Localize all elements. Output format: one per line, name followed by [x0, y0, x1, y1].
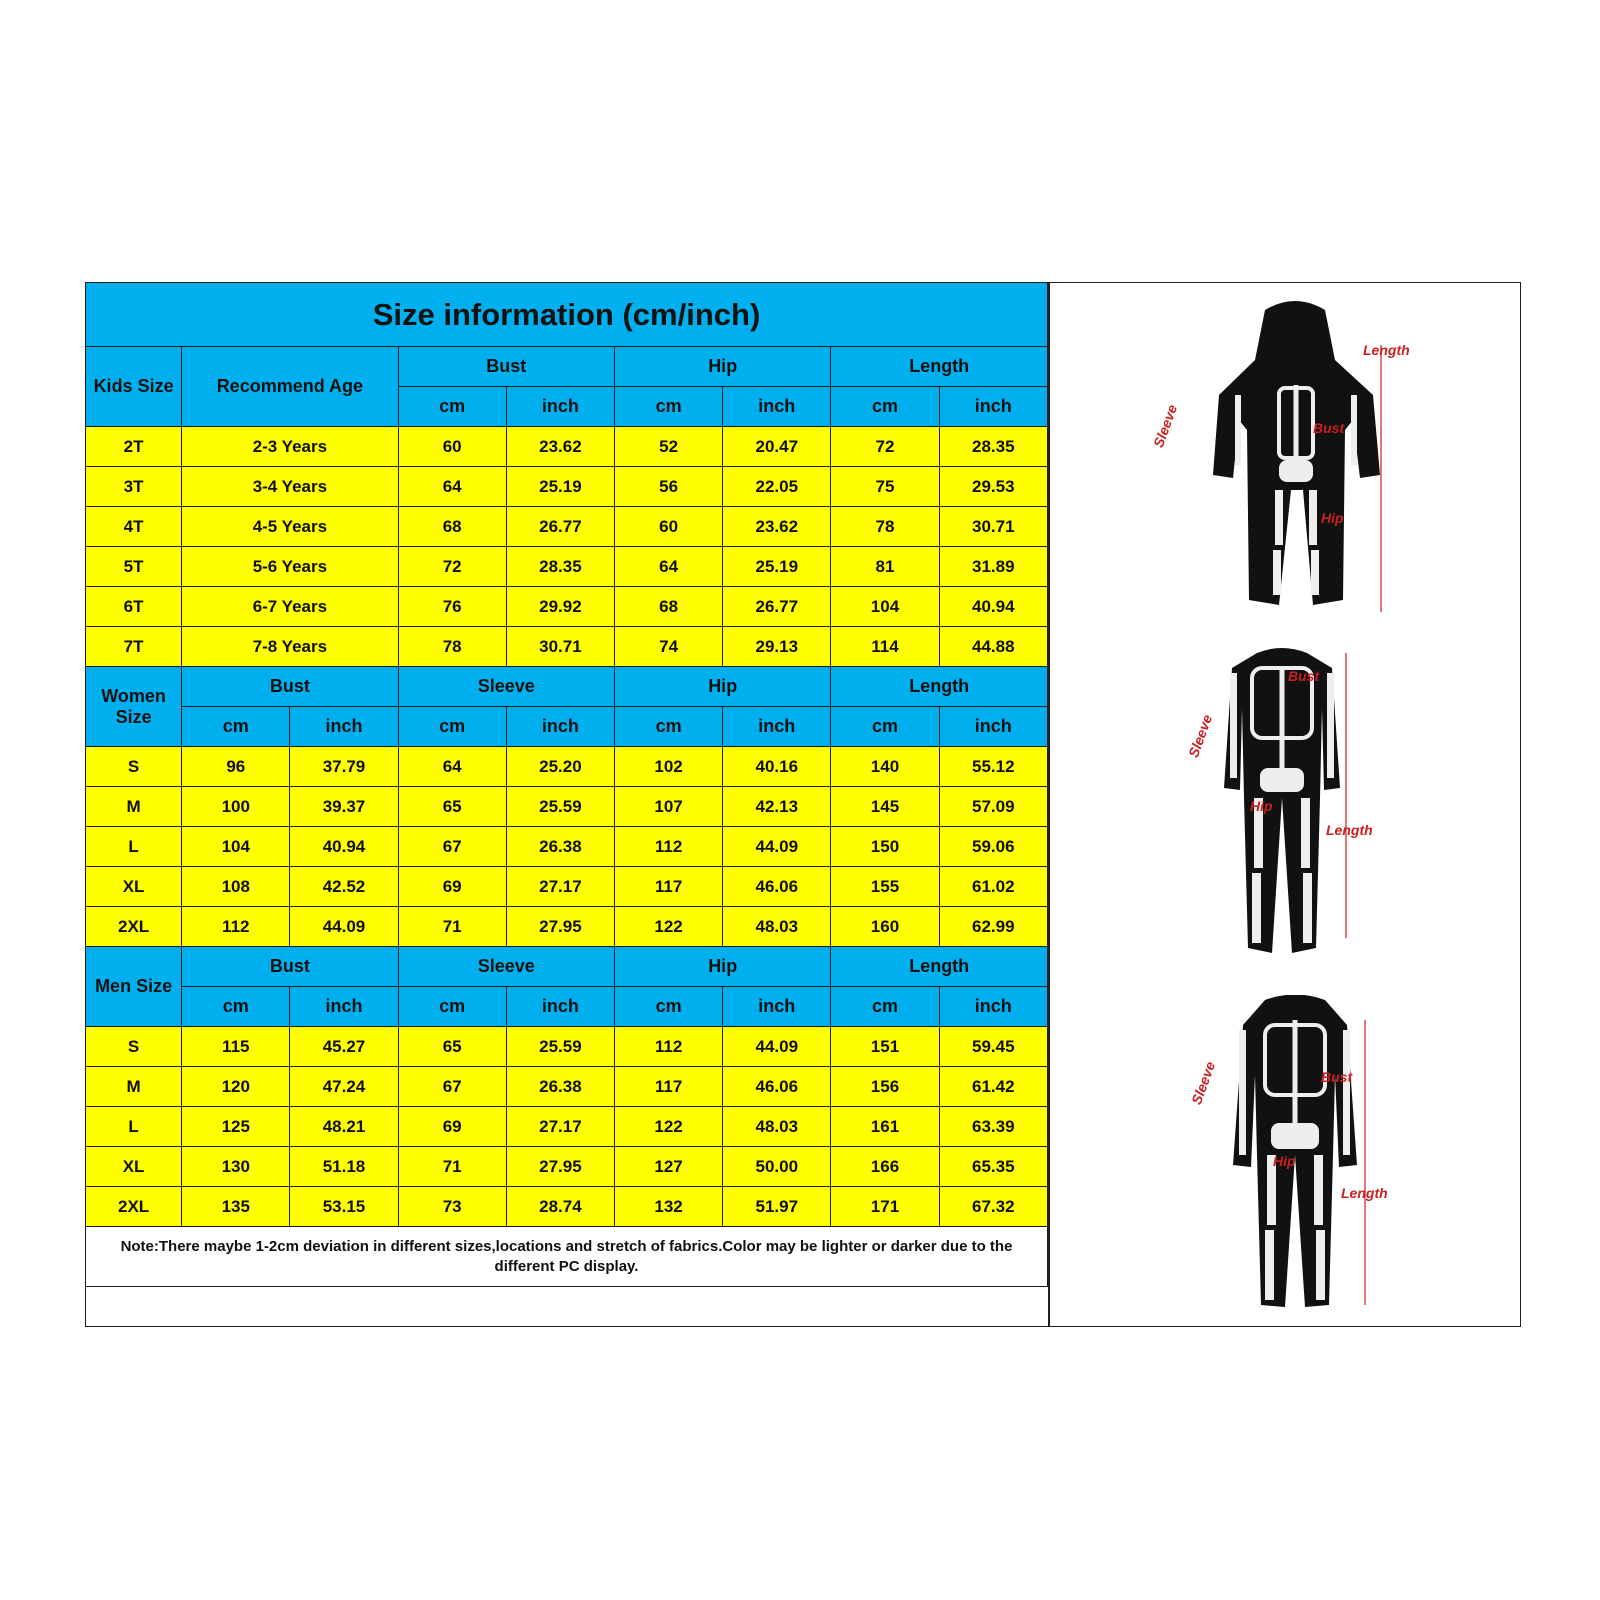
- measure-cell: 64: [398, 747, 506, 787]
- measure-cell: 74: [614, 627, 722, 667]
- measure-cell: 61.42: [939, 1067, 1047, 1107]
- measure-cell: 117: [614, 1067, 722, 1107]
- men-group-header: Length: [831, 947, 1048, 987]
- unit-inch-header: inch: [939, 387, 1047, 427]
- measure-cell: 69: [398, 867, 506, 907]
- age-cell: 6-7 Years: [182, 587, 398, 627]
- age-cell: 3-4 Years: [182, 467, 398, 507]
- measure-cell: 29.13: [723, 627, 831, 667]
- measure-cell: 26.38: [506, 1067, 614, 1107]
- measure-cell: 59.45: [939, 1027, 1047, 1067]
- size-table: [85, 282, 1048, 1287]
- unit-cm-header: cm: [398, 707, 506, 747]
- size-cell: 4T: [86, 507, 182, 547]
- table-row: [86, 747, 1048, 787]
- women-group-header: Length: [831, 667, 1048, 707]
- unit-inch-header: inch: [506, 987, 614, 1027]
- men-group-header: Sleeve: [398, 947, 614, 987]
- table-row: [86, 1187, 1048, 1227]
- measure-cell: 26.77: [506, 507, 614, 547]
- size-cell: 5T: [86, 547, 182, 587]
- measure-cell: 64: [398, 467, 506, 507]
- measure-cell: 132: [614, 1187, 722, 1227]
- unit-cm-header: cm: [831, 987, 939, 1027]
- measure-cell: 62.99: [939, 907, 1047, 947]
- measure-cell: 52: [614, 427, 722, 467]
- measure-cell: 78: [831, 507, 939, 547]
- size-cell: 2XL: [86, 1187, 182, 1227]
- measure-cell: 135: [182, 1187, 290, 1227]
- measure-cell: 96: [182, 747, 290, 787]
- table-row: [86, 587, 1048, 627]
- measure-cell: 23.62: [723, 507, 831, 547]
- measure-cell: 68: [398, 507, 506, 547]
- women-group-header: Sleeve: [398, 667, 614, 707]
- measure-cell: 150: [831, 827, 939, 867]
- measure-cell: 27.95: [506, 907, 614, 947]
- measure-cell: 145: [831, 787, 939, 827]
- measure-cell: 26.38: [506, 827, 614, 867]
- table-row: [86, 1107, 1048, 1147]
- measure-cell: 107: [614, 787, 722, 827]
- table-row: [86, 627, 1048, 667]
- measure-cell: 78: [398, 627, 506, 667]
- unit-inch-header: inch: [290, 707, 398, 747]
- size-cell: S: [86, 1027, 182, 1067]
- measure-cell: 104: [831, 587, 939, 627]
- measure-cell: 25.19: [723, 547, 831, 587]
- table-row: [86, 787, 1048, 827]
- measure-cell: 44.88: [939, 627, 1047, 667]
- measure-cell: 46.06: [723, 1067, 831, 1107]
- men-size-header: Men Size: [86, 947, 182, 1027]
- measure-cell: 23.62: [506, 427, 614, 467]
- women-bust-label: Bust: [1288, 668, 1320, 684]
- measure-cell: 67.32: [939, 1187, 1047, 1227]
- measure-cell: 112: [614, 827, 722, 867]
- measure-cell: 56: [614, 467, 722, 507]
- measure-cell: 120: [182, 1067, 290, 1107]
- measure-cell: 71: [398, 907, 506, 947]
- measure-cell: 20.47: [723, 427, 831, 467]
- table-row: [86, 1027, 1048, 1067]
- measure-cell: 64: [614, 547, 722, 587]
- measure-cell: 51.97: [723, 1187, 831, 1227]
- measure-cell: 40.94: [939, 587, 1047, 627]
- measure-cell: 102: [614, 747, 722, 787]
- size-cell: 7T: [86, 627, 182, 667]
- unit-cm-header: cm: [614, 987, 722, 1027]
- men-group-header: Hip: [614, 947, 830, 987]
- measure-cell: 151: [831, 1027, 939, 1067]
- measure-cell: 115: [182, 1027, 290, 1067]
- measure-cell: 155: [831, 867, 939, 907]
- measure-cell: 122: [614, 1107, 722, 1147]
- unit-cm-header: cm: [831, 387, 939, 427]
- measure-cell: 59.06: [939, 827, 1047, 867]
- measure-cell: 127: [614, 1147, 722, 1187]
- measure-cell: 29.53: [939, 467, 1047, 507]
- measure-cell: 48.21: [290, 1107, 398, 1147]
- measure-cell: 40.94: [290, 827, 398, 867]
- size-cell: L: [86, 827, 182, 867]
- measure-cell: 63.39: [939, 1107, 1047, 1147]
- measure-cell: 104: [182, 827, 290, 867]
- measure-cell: 40.16: [723, 747, 831, 787]
- size-cell: 2XL: [86, 907, 182, 947]
- table-row: [86, 467, 1048, 507]
- women-garment-figure: [1185, 648, 1373, 958]
- measure-cell: 50.00: [723, 1147, 831, 1187]
- note-row: [86, 1227, 1048, 1287]
- women-unit-row: [86, 707, 1048, 747]
- measure-cell: 25.59: [506, 787, 614, 827]
- measure-cell: 71: [398, 1147, 506, 1187]
- table-row: [86, 907, 1048, 947]
- size-cell: 6T: [86, 587, 182, 627]
- measure-cell: 61.02: [939, 867, 1047, 907]
- unit-cm-header: cm: [398, 387, 506, 427]
- measure-cell: 60: [398, 427, 506, 467]
- age-cell: 4-5 Years: [182, 507, 398, 547]
- measure-cell: 28.35: [939, 427, 1047, 467]
- measure-cell: 44.09: [723, 1027, 831, 1067]
- measure-cell: 122: [614, 907, 722, 947]
- size-cell: M: [86, 787, 182, 827]
- measure-cell: 53.15: [290, 1187, 398, 1227]
- measure-cell: 108: [182, 867, 290, 907]
- measure-cell: 140: [831, 747, 939, 787]
- men-bust-label: Bust: [1321, 1069, 1353, 1085]
- kids-garment-figure: [1150, 300, 1410, 620]
- measure-cell: 27.95: [506, 1147, 614, 1187]
- kids-group-header-row: [86, 347, 1048, 387]
- table-row: [86, 1067, 1048, 1107]
- measure-cell: 161: [831, 1107, 939, 1147]
- unit-cm-header: cm: [614, 707, 722, 747]
- measure-cell: 57.09: [939, 787, 1047, 827]
- measure-cell: 130: [182, 1147, 290, 1187]
- men-hip-label: Hip: [1273, 1153, 1296, 1169]
- table-title: Size information (cm/inch): [86, 283, 1048, 347]
- men-sleeve-label: Sleeve: [1188, 1059, 1219, 1107]
- table-row: [86, 507, 1048, 547]
- measure-cell: 112: [614, 1027, 722, 1067]
- measure-cell: 30.71: [506, 627, 614, 667]
- unit-inch-header: inch: [290, 987, 398, 1027]
- measure-cell: 44.09: [290, 907, 398, 947]
- table-row: [86, 1147, 1048, 1187]
- table-row: [86, 427, 1048, 467]
- measure-cell: 30.71: [939, 507, 1047, 547]
- unit-inch-header: inch: [723, 707, 831, 747]
- measure-cell: 48.03: [723, 1107, 831, 1147]
- measure-cell: 42.13: [723, 787, 831, 827]
- measure-cell: 171: [831, 1187, 939, 1227]
- table-row: [86, 827, 1048, 867]
- size-cell: XL: [86, 867, 182, 907]
- age-cell: 2-3 Years: [182, 427, 398, 467]
- size-cell: L: [86, 1107, 182, 1147]
- measure-cell: 76: [398, 587, 506, 627]
- measure-cell: 156: [831, 1067, 939, 1107]
- measure-cell: 72: [831, 427, 939, 467]
- measure-cell: 55.12: [939, 747, 1047, 787]
- measure-cell: 100: [182, 787, 290, 827]
- unit-cm-header: cm: [398, 987, 506, 1027]
- measure-cell: 117: [614, 867, 722, 907]
- women-group-header-row: [86, 667, 1048, 707]
- measure-cell: 28.74: [506, 1187, 614, 1227]
- measure-cell: 72: [398, 547, 506, 587]
- unit-inch-header: inch: [939, 987, 1047, 1027]
- kids-group-header: Bust: [398, 347, 614, 387]
- measure-cell: 26.77: [723, 587, 831, 627]
- measure-cell: 81: [831, 547, 939, 587]
- measure-cell: 51.18: [290, 1147, 398, 1187]
- measure-cell: 45.27: [290, 1027, 398, 1067]
- measure-cell: 67: [398, 827, 506, 867]
- measure-cell: 69: [398, 1107, 506, 1147]
- measure-cell: 31.89: [939, 547, 1047, 587]
- size-cell: 3T: [86, 467, 182, 507]
- measure-cell: 27.17: [506, 1107, 614, 1147]
- measure-cell: 75: [831, 467, 939, 507]
- kids-hip-label: Hip: [1321, 510, 1344, 526]
- unit-inch-header: inch: [939, 707, 1047, 747]
- measure-cell: 65.35: [939, 1147, 1047, 1187]
- measure-cell: 27.17: [506, 867, 614, 907]
- table-row: [86, 547, 1048, 587]
- measure-cell: 25.59: [506, 1027, 614, 1067]
- measure-cell: 48.03: [723, 907, 831, 947]
- kids-group-header: Hip: [614, 347, 830, 387]
- measure-cell: 28.35: [506, 547, 614, 587]
- age-cell: 7-8 Years: [182, 627, 398, 667]
- measure-cell: 42.52: [290, 867, 398, 907]
- measure-cell: 39.37: [290, 787, 398, 827]
- measure-cell: 166: [831, 1147, 939, 1187]
- unit-inch-header: inch: [506, 387, 614, 427]
- size-cell: 2T: [86, 427, 182, 467]
- unit-inch-header: inch: [723, 987, 831, 1027]
- kids-bust-label: Bust: [1313, 420, 1345, 436]
- recommend-age-header: Recommend Age: [182, 347, 398, 427]
- measure-cell: 47.24: [290, 1067, 398, 1107]
- measure-cell: 46.06: [723, 867, 831, 907]
- measure-cell: 160: [831, 907, 939, 947]
- men-garment-figure: [1188, 995, 1388, 1315]
- measure-cell: 68: [614, 587, 722, 627]
- unit-cm-header: cm: [831, 707, 939, 747]
- women-sleeve-label: Sleeve: [1185, 712, 1216, 760]
- kids-size-header: Kids Size: [86, 347, 182, 427]
- size-cell: S: [86, 747, 182, 787]
- unit-inch-header: inch: [506, 707, 614, 747]
- measure-cell: 73: [398, 1187, 506, 1227]
- men-length-label: Length: [1341, 1185, 1388, 1201]
- size-cell: XL: [86, 1147, 182, 1187]
- men-group-header: Bust: [182, 947, 398, 987]
- measure-cell: 65: [398, 787, 506, 827]
- age-cell: 5-6 Years: [182, 547, 398, 587]
- measure-cell: 37.79: [290, 747, 398, 787]
- unit-cm-header: cm: [614, 387, 722, 427]
- table-row: [86, 867, 1048, 907]
- kids-sleeve-label: Sleeve: [1150, 402, 1181, 450]
- men-group-header-row: [86, 947, 1048, 987]
- kids-length-label: Length: [1363, 342, 1410, 358]
- measure-cell: 44.09: [723, 827, 831, 867]
- women-hip-label: Hip: [1250, 798, 1273, 814]
- measure-cell: 60: [614, 507, 722, 547]
- size-cell: M: [86, 1067, 182, 1107]
- measure-cell: 125: [182, 1107, 290, 1147]
- measure-cell: 22.05: [723, 467, 831, 507]
- measure-cell: 29.92: [506, 587, 614, 627]
- women-group-header: Hip: [614, 667, 830, 707]
- unit-inch-header: inch: [723, 387, 831, 427]
- kids-group-header: Length: [831, 347, 1048, 387]
- measure-cell: 25.19: [506, 467, 614, 507]
- measure-cell: 65: [398, 1027, 506, 1067]
- measure-cell: 112: [182, 907, 290, 947]
- women-size-header: Women Size: [86, 667, 182, 747]
- women-group-header: Bust: [182, 667, 398, 707]
- unit-cm-header: cm: [182, 707, 290, 747]
- measure-cell: 114: [831, 627, 939, 667]
- measure-cell: 67: [398, 1067, 506, 1107]
- unit-cm-header: cm: [182, 987, 290, 1027]
- deviation-note: Note:There maybe 1-2cm deviation in different sizes,locations and stretch of fabrics.Color may be lighter or darker due to the different PC display.: [86, 1227, 1048, 1287]
- women-length-label: Length: [1326, 822, 1373, 838]
- column-divider: [1048, 282, 1050, 1327]
- measure-cell: 25.20: [506, 747, 614, 787]
- men-unit-row: [86, 987, 1048, 1027]
